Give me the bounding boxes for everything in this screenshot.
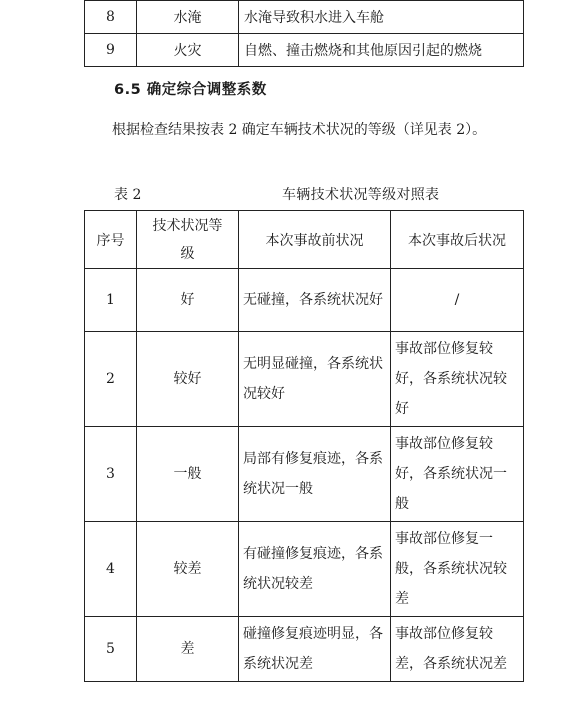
table-row [85,1,524,34]
before-condition: 无碰撞，各系统状况好 [239,269,391,332]
condition-grade: 差 [137,617,239,682]
table-caption-number: 表 2 [114,187,142,203]
section-paragraph: 根据检查结果按表 2 确定车辆技术状况的等级（详见表 2）。 [112,122,487,138]
row-number: 8 [85,1,137,34]
after-condition: 事故部位修复较好，各系统状况较好 [391,332,524,427]
before-condition: 局部有修复痕迹，各系统状况一般 [239,427,391,522]
row-number: 3 [85,427,137,522]
accident-description: 自燃、撞击燃烧和其他原因引起的燃烧 [239,34,524,67]
condition-grade: 好 [137,269,239,332]
condition-grade: 一般 [137,427,239,522]
table-row [85,269,524,332]
header-grade: 技术状况等级 [137,211,239,269]
row-number: 2 [85,332,137,427]
before-condition: 有碰撞修复痕迹，各系统状况较差 [239,522,391,617]
table-row [85,522,524,617]
before-condition: 碰撞修复痕迹明显，各系统状况差 [239,617,391,682]
after-condition: / [391,269,524,332]
after-condition: 事故部位修复较差，各系统状况差 [391,617,524,682]
accident-type: 水淹 [137,1,239,34]
header-before: 本次事故前状况 [239,211,391,269]
condition-grade-table [84,210,524,682]
table-row [85,34,524,67]
before-condition: 无明显碰撞，各系统状况较好 [239,332,391,427]
row-number: 4 [85,522,137,617]
table-header-row [85,211,524,269]
condition-grade: 较差 [137,522,239,617]
condition-grade: 较好 [137,332,239,427]
header-no: 序号 [85,211,137,269]
section-heading: 6.5 确定综合调整系数 [114,82,267,98]
row-number: 9 [85,34,137,67]
table-row [85,617,524,682]
row-number: 1 [85,269,137,332]
table-caption-title: 车辆技术状况等级对照表 [282,187,440,203]
after-condition: 事故部位修复一般，各系统状况较差 [391,522,524,617]
table-row [85,427,524,522]
after-condition: 事故部位修复较好，各系统状况一般 [391,427,524,522]
accident-description: 水淹导致积水进入车舱 [239,1,524,34]
header-after: 本次事故后状况 [391,211,524,269]
row-number: 5 [85,617,137,682]
table-row [85,332,524,427]
accident-type: 火灾 [137,34,239,67]
accident-type-table-continued [84,0,524,67]
